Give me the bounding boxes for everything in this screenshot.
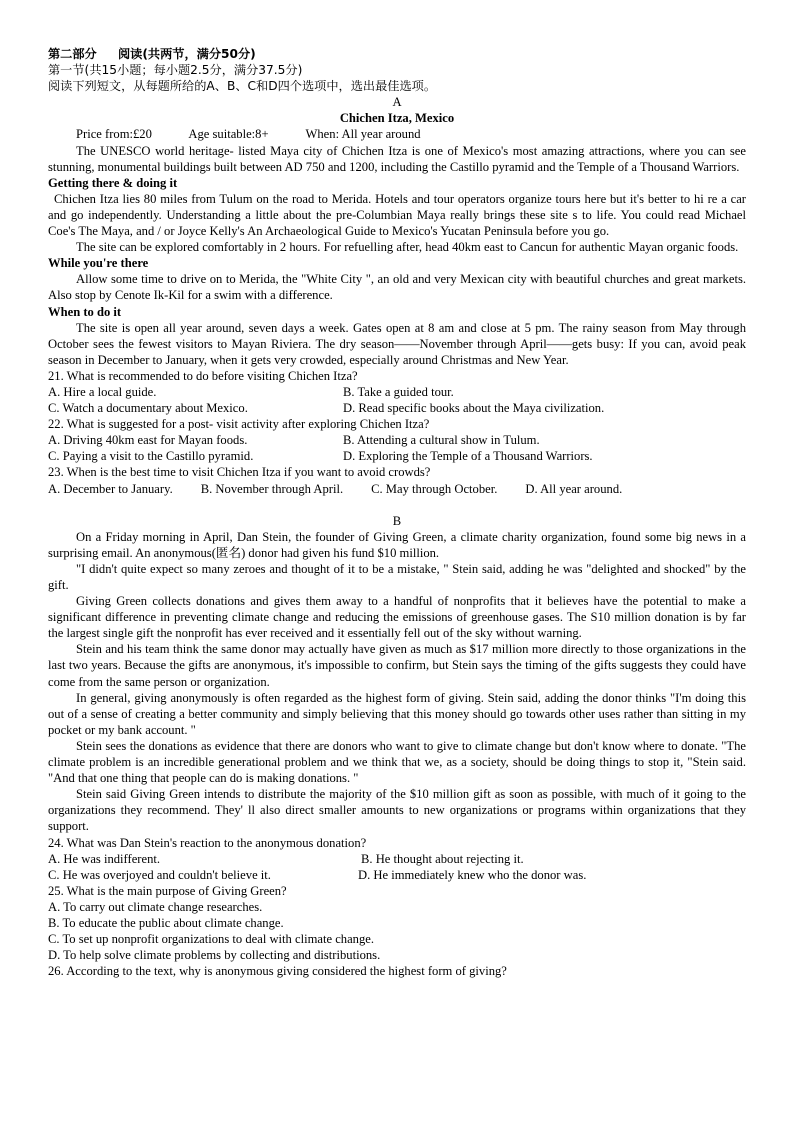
option-c: C. Paying a visit to the Castillo pyramid. (48, 449, 254, 464)
heading-when: When to do it (48, 304, 122, 319)
passage-b-p2: "I didn't quite expect so many zeroes and thought of it to be a mistake, " Stein said, adding he was "delighted and shocked" by the gift. (48, 561, 746, 592)
passage-a-meta (48, 126, 746, 142)
option-b: B. Take a guided tour. (343, 384, 454, 399)
option-a: A. Driving 40km east for Mayan foods. (48, 433, 248, 448)
option-b: B. He thought about rejecting it. (361, 851, 524, 866)
option-b: B. Attending a cultural show in Tulum. (343, 433, 540, 448)
question-26 (48, 963, 746, 979)
option-a: A. December to January. (48, 481, 173, 496)
option-c: C. To set up nonprofit organizations to deal with climate change. (48, 932, 375, 947)
question-stem: 25. What is the main purpose of Giving Green? (48, 883, 287, 898)
option-c: C. He was overjoyed and couldn't believe it. (48, 867, 271, 882)
passage-b-p4: Stein and his team think the same donor may actually have given as much as $17 million more directly to those organizations in the last two years. Because the gifts are anonymous, it's impossible to confirm, but Stein says the timing of the gifts suggests they could have come from the same person or organization. (48, 642, 746, 689)
option-c: C. May through October. (371, 481, 498, 496)
instruction: 阅读下列短文，从每题所给的A、B、C和D四个选项中，选出最佳选项。 (48, 79, 437, 94)
passage-b-p7: Stein said Giving Green intends to distribute the majority of the $10 million gift as soon as possible, with much of it going to the organizations they recommend. They' ll also direct smaller amounts to new organizations or programs within organizations that they support. (48, 787, 746, 834)
passage-a-p1: Chichen Itza lies 80 miles from Tulum on the road to Merida. Hotels and tour operators organize tours here but it's better to hi re a car and go independently. Understanding a little about the pre-Columbian Maya really brings these site s to life. You could read Michael Coe's The Maya, and / or Joyce Kelly's An Archaeological Guide to Mexico's Yucatan Peninsula before you go. (48, 191, 746, 239)
question-stem: 22. What is suggested for a post- visit activity after exploring Chichen Itza? (48, 417, 430, 432)
question-stem: 21. What is recommended to do before visiting Chichen Itza? (48, 368, 358, 383)
passage-b-p3: Giving Green collects donations and gives them away to a handful of nonprofits that it believes have the potential to make a significant difference in preventing climate change and reducing the emissions of greenhouse gases. The S10 million donation is by far the largest single gift the nonprofit has ever received and it essentially fell out of the sky without warning. (48, 594, 746, 641)
passage-a-p2: The site can be explored comfortably in 2 hours. For refuelling after, head 40km east to Cancun for authentic Mayan organic foods. (76, 240, 739, 255)
option-c: C. Watch a documentary about Mexico. (48, 401, 248, 416)
question-24 (48, 835, 746, 883)
passage-b-p5: In general, giving anonymously is often regarded as the highest form of giving. Stein said, adding the donor thinks "I'm doing this out of a sense of creating a better community and simply believing that this money should go towards other uses rather than sitting in my pocket or my bank account. " (48, 690, 746, 737)
passage-a-label: A (392, 95, 402, 110)
price-text: Price from:£20 (76, 127, 152, 142)
option-d: D. He immediately knew who the donor was. (358, 867, 587, 882)
question-23 (48, 464, 746, 496)
age-text: Age suitable:8+ (188, 127, 269, 142)
passage-b-label: B (392, 513, 402, 528)
question-21 (48, 368, 746, 416)
passage-a-intro: The UNESCO world heritage- listed Maya city of Chichen Itza is one of Mexico's most amazing attractions, where you can see stunning, monumental buildings built between AD 750 and 1200, including the Castillo pyramid and the Temple of a Thousand Warriors. (48, 143, 746, 174)
question-25 (48, 883, 746, 963)
option-a: A. To carry out climate change researches. (48, 899, 263, 914)
question-stem: 26. According to the text, why is anonymous giving considered the highest form of giving? (48, 964, 507, 979)
when-text: When: All year around (305, 127, 421, 142)
passage-b-p6: Stein sees the donations as evidence that there are donors who want to give to climate change but don't know where to donate. "The climate problem is an incredible generational problem and we think that we, as a society, should be doing things to stop it, "Stein said. "And that one thing that people can do is making donations. " (48, 738, 746, 786)
part-header: 第二部分 阅读(共两节，满分50分) (48, 47, 256, 61)
passage-a-p3: Allow some time to drive on to Merida, the "White City ", an old and very Mexican city with beautiful churches and great markets. Also stop by Cenote Ik-Kil for a swim with a difference. (48, 272, 746, 303)
heading-getting-there: Getting there & doing it (48, 175, 178, 190)
exam-page (48, 46, 746, 979)
passage-b-p1: On a Friday morning in April, Dan Stein, the founder of Giving Green, a climate charity organization, found some big news in a surprising email. An anonymous(匿名) donor had given his fund $10 million. (48, 529, 746, 560)
option-d: D. All year around. (525, 481, 623, 496)
option-b: B. To educate the public about climate change. (48, 915, 284, 930)
option-d: D. To help solve climate problems by collecting and distributions. (48, 948, 381, 963)
section-header: 第一节(共15小题；每小题2.5分，满分37.5分) (48, 63, 303, 78)
option-a: A. Hire a local guide. (48, 384, 157, 399)
passage-a-p4: The site is open all year around, seven days a week. Gates open at 8 am and close at 5 pm. The rainy season from May through October sees the fewest visitors to Mayan Riviera. The dry season——November through April——gets busy: If you can, avoid peak season in December to January, when it gets very crowded, especially around Christmas and New Year. (48, 320, 746, 367)
heading-while-there: While you're there (48, 256, 149, 271)
passage-a-title: Chichen Itza, Mexico (339, 111, 455, 126)
question-stem: 23. When is the best time to visit Chichen Itza if you want to avoid crowds? (48, 465, 431, 480)
question-22 (48, 416, 746, 464)
option-d: D. Read specific books about the Maya civilization. (343, 401, 605, 416)
option-a: A. He was indifferent. (48, 851, 161, 866)
option-b: B. November through April. (200, 481, 344, 496)
option-d: D. Exploring the Temple of a Thousand Warriors. (343, 449, 593, 464)
question-stem: 24. What was Dan Stein's reaction to the anonymous donation? (48, 835, 367, 850)
